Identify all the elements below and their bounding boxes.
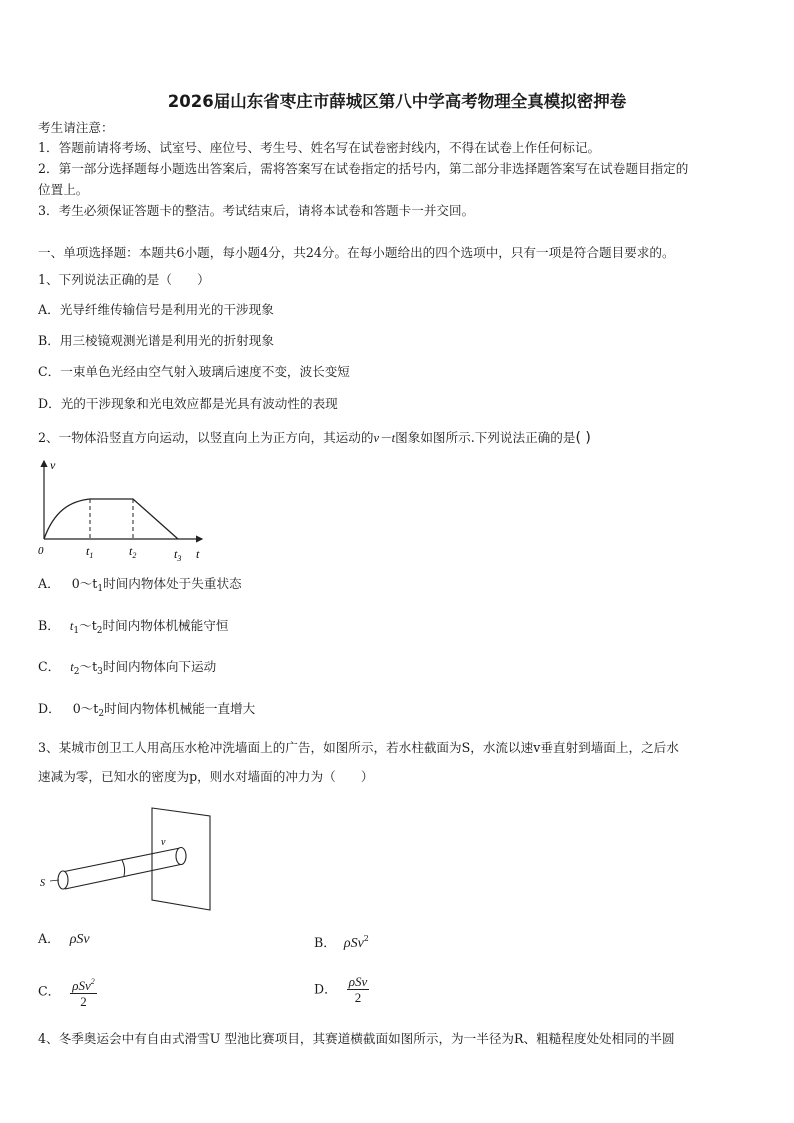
q1-option-c: C．一束单色光经由空气射入玻璃后速度不变，波长变短: [38, 364, 350, 379]
q4-line-1: 4、冬季奥运会中有自由式滑雪U 型池比赛项目，其赛道横截面如图所示，为一半径为R、粗糙程度处处相同的半圆: [38, 1031, 675, 1046]
q2-stem: [38, 430, 591, 446]
q2-stem-pre: 2、一物体沿竖直方向运动，以竖直向上为正方向，其运动的: [38, 430, 374, 445]
notice-item-3: 3．考生必须保证答题卡的整洁。考试结束后，请将本试卷和答题卡一并交回。: [38, 203, 475, 218]
q2-stem-post: 图象如图所示.下列说法正确的是: [395, 430, 576, 445]
q2-stem-var: v－t: [373, 431, 396, 445]
q3-option-a: A． ρSv: [38, 931, 90, 947]
q2-option-c: C． $t_2\sim t_3$时间内物体向下运动: [38, 659, 217, 677]
q1-option-a: A．光导纤维传输信号是利用光的干涉现象: [38, 302, 274, 317]
q1-stem: 1、下列说法正确的是（ ）: [38, 272, 210, 287]
q3-pipe-end-right: [176, 848, 186, 865]
q2-graph-t-label: t: [196, 547, 200, 561]
notice-heading: 考生请注意：: [38, 120, 114, 135]
q2-graph-v-label: v: [50, 458, 56, 472]
q3-pipe-joint: [122, 860, 125, 876]
q3-line-2: 速减为零，已知水的密度为p，则水对墙面的冲力为（ ）: [38, 769, 374, 784]
notice-item-2: 2．第一部分选择题每小题选出答案后，需将答案写在试卷指定的括号内，第二部分非选择题答案写在试卷题目指定的: [38, 161, 689, 176]
q2-graph-t3: $t_3$: [174, 547, 182, 563]
q2-option-b: B． $t_1\sim t_2$时间内物体机械能守恒: [38, 618, 229, 636]
q3-water-gun-figure: [38, 800, 218, 910]
q3-label-v: v: [161, 837, 166, 848]
q3-option-d: D． $\frac{\text{ρSv}}{2}$: [314, 974, 368, 1005]
section-heading: 一、单项选择题：本题共6小题，每小题4分，共24分。在每小题给出的四个选项中，只有一项是符合题目要求的。: [38, 245, 675, 260]
notice-item-2-cont: 位置上。: [38, 182, 89, 197]
notice-item-1: 1．答题前请将考场、试室号、座位号、考生号、姓名写在试卷密封线内，不得在试卷上作任何标记。: [38, 140, 601, 155]
q3-option-c: C． $\frac{\rho Sv^2}{2}$: [38, 974, 97, 1009]
q3-pipe-end-left: [58, 871, 68, 889]
q2-graph-t1: $t_1$: [86, 544, 94, 560]
q3-line-1: 3、某城市创卫工人用高压水枪冲洗墙面上的广告，如图所示，若水柱截面为S，水流以速v垂直射到墙面上，之后水: [38, 740, 679, 755]
q1-option-d: D．光的干涉现象和光电效应都是光具有波动性的表现: [38, 396, 338, 411]
q2-option-a: A． $0\sim t_1$时间内物体处于失重状态: [38, 576, 242, 594]
q2-vt-graph: [30, 455, 220, 565]
page-title: 2026届山东省枣庄市薛城区第八中学高考物理全真模拟密押卷: [167, 92, 627, 111]
q1-option-b: B．用三棱镜观测光谱是利用光的折射现象: [38, 333, 274, 348]
q2-stem-paren: ( ): [575, 430, 591, 446]
q2-graph-curve: [44, 499, 178, 539]
q3-option-b: B． ρSv$^2$: [314, 934, 369, 951]
q2-graph-origin: 0: [38, 545, 44, 557]
q3-label-s: S: [40, 878, 45, 889]
q2-graph-t2: $t_2$: [129, 544, 137, 560]
q2-option-d: D． $0\sim t_2$时间内物体机械能一直增大: [38, 701, 256, 719]
